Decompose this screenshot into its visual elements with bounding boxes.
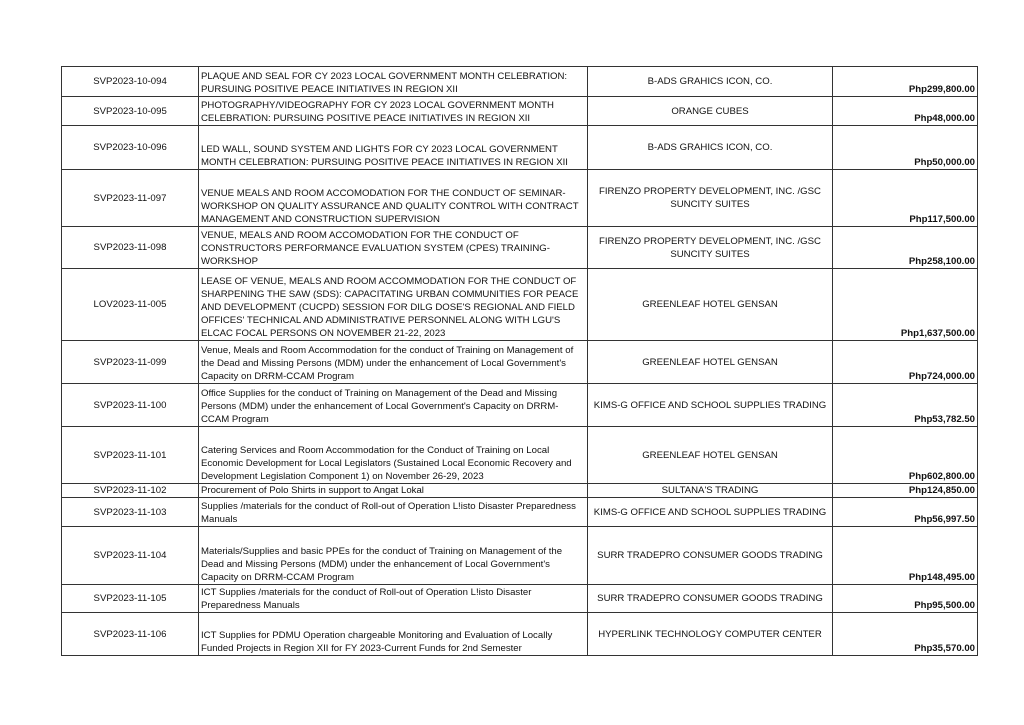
table-row [62, 484, 978, 498]
table-row [62, 341, 978, 384]
supplier-name: SULTANA'S TRADING [588, 484, 833, 498]
contract-amount: Php1,637,500.00 [833, 269, 978, 341]
item-description: Procurement of Polo Shirts in support to Angat Lokal [199, 484, 588, 498]
contract-amount: Php48,000.00 [833, 97, 978, 126]
reference-number: SVP2023-11-104 [62, 527, 199, 585]
contract-amount: Php53,782.50 [833, 384, 978, 427]
table-row [62, 498, 978, 527]
supplier-name: KIMS-G OFFICE AND SCHOOL SUPPLIES TRADING [588, 384, 833, 427]
table-row [62, 527, 978, 585]
reference-number: SVP2023-10-096 [62, 126, 199, 170]
contract-amount: Php95,500.00 [833, 585, 978, 613]
contract-amount: Php258,100.00 [833, 227, 978, 269]
table-row [62, 585, 978, 613]
supplier-name: GREENLEAF HOTEL GENSAN [588, 427, 833, 484]
contract-amount: Php724,000.00 [833, 341, 978, 384]
item-description: Venue, Meals and Room Accommodation for the conduct of Training on Management of the Dead and Missing Persons (MDM) under the enhancement of Local Government's Capacity on DRRM-CCAM Program [199, 341, 588, 384]
reference-number: SVP2023-11-103 [62, 498, 199, 527]
table-row [62, 67, 978, 97]
item-description: Catering Services and Room Accommodation for the Conduct of Training on Local Economic Development for Local Legislators (Sustained Local Economic Recovery and Development Legislation Component 1) on November 26-29, 2023 [199, 427, 588, 484]
procurement-table [61, 66, 978, 656]
table-row [62, 427, 978, 484]
item-description: PLAQUE AND SEAL FOR CY 2023 LOCAL GOVERNMENT MONTH CELEBRATION: PURSUING POSITIVE PEACE INITIATIVES IN REGION XII [199, 67, 588, 97]
table-row [62, 126, 978, 170]
item-description: PHOTOGRAPHY/VIDEOGRAPHY FOR CY 2023 LOCAL GOVERNMENT MONTH CELEBRATION: PURSUING POSITIVE PEACE INITIATIVES IN REGION XII [199, 97, 588, 126]
reference-number: SVP2023-11-102 [62, 484, 199, 498]
reference-number: LOV2023-11-005 [62, 269, 199, 341]
supplier-name: HYPERLINK TECHNOLOGY COMPUTER CENTER [588, 613, 833, 656]
table-row [62, 613, 978, 656]
reference-number: SVP2023-11-100 [62, 384, 199, 427]
supplier-name: SURR TRADEPRO CONSUMER GOODS TRADING [588, 527, 833, 585]
supplier-name: GREENLEAF HOTEL GENSAN [588, 269, 833, 341]
reference-number: SVP2023-11-099 [62, 341, 199, 384]
item-description: ICT Supplies /materials for the conduct of Roll-out of Operation L!isto Disaster Preparedness Manuals [199, 585, 588, 613]
contract-amount: Php35,570.00 [833, 613, 978, 656]
item-description: VENUE MEALS AND ROOM ACCOMODATION FOR THE CONDUCT OF SEMINAR-WORKSHOP ON QUALITY ASSURANCE AND QUALITY CONTROL WITH CONTRACT MANAGEMENT AND CONSTRUCTION SUPERVISION [199, 170, 588, 227]
supplier-name: B-ADS GRAHICS ICON, CO. [588, 126, 833, 170]
supplier-name: ORANGE CUBES [588, 97, 833, 126]
item-description: LEASE OF VENUE, MEALS AND ROOM ACCOMMODATION FOR THE CONDUCT OF SHARPENING THE SAW (SDS): CAPACITATING URBAN COMMUNITIES FOR PEACE AND DEVELOPMENT (CUCPD) SESSION FOR DILG DOSE'S REGIONAL AND FIELD OFFICES' TECHNICAL AND ADMINISTRATIVE PERSONNEL ALONG WITH LGU'S ELCAC FOCAL PERSONS ON NOVEMBER 21-22, 2023 [199, 269, 588, 341]
supplier-name: FIRENZO PROPERTY DEVELOPMENT, INC. /GSC SUNCITY SUITES [588, 227, 833, 269]
item-description: VENUE, MEALS AND ROOM ACCOMODATION FOR THE CONDUCT OF CONSTRUCTORS PERFORMANCE EVALUATION SYSTEM (CPES) TRAINING-WORKSHOP [199, 227, 588, 269]
contract-amount: Php124,850.00 [833, 484, 978, 498]
table-row [62, 97, 978, 126]
contract-amount: Php50,000.00 [833, 126, 978, 170]
table-row [62, 384, 978, 427]
supplier-name: SURR TRADEPRO CONSUMER GOODS TRADING [588, 585, 833, 613]
item-description: ICT Supplies for PDMU Operation chargeable Monitoring and Evaluation of Locally Funded Projects in Region XII for FY 2023-Current Funds for 2nd Semester [199, 613, 588, 656]
reference-number: SVP2023-11-098 [62, 227, 199, 269]
reference-number: SVP2023-11-106 [62, 613, 199, 656]
item-description: Materials/Supplies and basic PPEs for the conduct of Training on Management of the Dead and Missing Persons (MDM) under the enhancement of Local Government's Capacity on DRRM-CCAM Program [199, 527, 588, 585]
reference-number: SVP2023-11-101 [62, 427, 199, 484]
reference-number: SVP2023-10-095 [62, 97, 199, 126]
reference-number: SVP2023-10-094 [62, 67, 199, 97]
item-description: Office Supplies for the conduct of Training on Management of the Dead and Missing Persons (MDM) under the enhancement of Local Government's Capacity on DRRM-CCAM Program [199, 384, 588, 427]
contract-amount: Php56,997.50 [833, 498, 978, 527]
table-row [62, 227, 978, 269]
item-description: Supplies /materials for the conduct of Roll-out of Operation L!isto Disaster Preparedness Manuals [199, 498, 588, 527]
contract-amount: Php299,800.00 [833, 67, 978, 97]
table-row [62, 170, 978, 227]
contract-amount: Php117,500.00 [833, 170, 978, 227]
contract-amount: Php148,495.00 [833, 527, 978, 585]
supplier-name: GREENLEAF HOTEL GENSAN [588, 341, 833, 384]
item-description: LED WALL, SOUND SYSTEM AND LIGHTS FOR CY 2023 LOCAL GOVERNMENT MONTH CELEBRATION: PURSUING POSITIVE PEACE INITIATIVES IN REGION XII [199, 126, 588, 170]
supplier-name: FIRENZO PROPERTY DEVELOPMENT, INC. /GSC SUNCITY SUITES [588, 170, 833, 227]
contract-amount: Php602,800.00 [833, 427, 978, 484]
reference-number: SVP2023-11-097 [62, 170, 199, 227]
reference-number: SVP2023-11-105 [62, 585, 199, 613]
supplier-name: KIMS-G OFFICE AND SCHOOL SUPPLIES TRADING [588, 498, 833, 527]
table-row [62, 269, 978, 341]
supplier-name: B-ADS GRAHICS ICON, CO. [588, 67, 833, 97]
